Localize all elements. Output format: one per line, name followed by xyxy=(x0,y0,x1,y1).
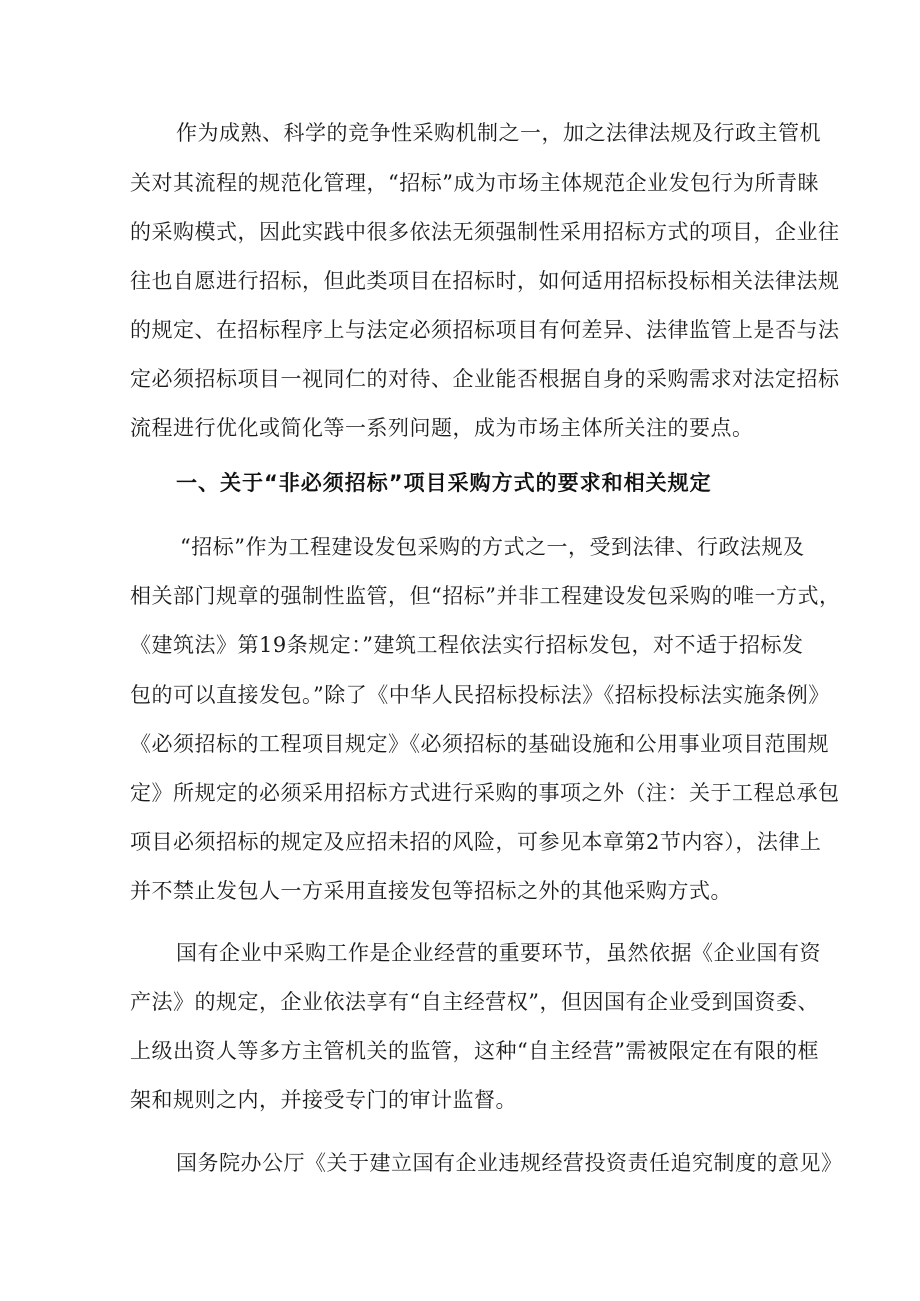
paragraph-2-line-7: 项目必须招标的规定及应招未招的风险，可参见本章第2节内容），法律上 xyxy=(130,830,822,854)
paragraph-2-line-4: 包的可以直接发包。”除了《中华人民招标投标法》《招标投标法实施条例》 xyxy=(130,683,830,707)
section-heading: 一、关于“非必须招标”项目采购方式的要求和相关规定 xyxy=(176,471,712,495)
paragraph-2-line-6: 定》所规定的必须采用招标方式进行采购的事项之外（注：关于工程总承包 xyxy=(130,781,840,805)
paragraph-2-line-2: 相关部门规章的强制性监管，但“招标”并非工程建设发包采购的唯一方式， xyxy=(130,584,841,608)
paragraph-1-line-1: 作为成熟、科学的竞争性采购机制之一，加之法律法规及行政主管机 xyxy=(176,121,821,145)
paragraph-3-line-4: 架和规则之内，并接受专门的审计监督。 xyxy=(130,1088,517,1112)
paragraph-1-line-4: 往也自愿进行招标，但此类项目在招标时，如何适用招标投标相关法律法规 xyxy=(130,269,840,293)
paragraph-2-line-1: “招标”作为工程建设发包采购的方式之一，受到法律、行政法规及 xyxy=(180,535,805,559)
paragraph-4-line-1: 国务院办公厅《关于建立国有企业违规经营投资责任追究制度的意见》 xyxy=(176,1151,843,1175)
paragraph-2-line-5: 《必须招标的工程项目规定》《必须招标的基础设施和公用事业项目范围规 xyxy=(130,732,829,756)
paragraph-1-line-2: 关对其流程的规范化管理，“招标”成为市场主体规范企业发包行为所青睐 xyxy=(130,171,819,195)
paragraph-1-line-6: 定必须招标项目一视同仁的对待、企业能否根据自身的采购需求对法定招标 xyxy=(130,367,840,391)
paragraph-2-line-8: 并不禁止发包人一方采用直接发包等招标之外的其他采购方式。 xyxy=(130,879,732,903)
paragraph-3-line-2: 产法》的规定，企业依法享有“自主经营权”，但因国有企业受到国资委、 xyxy=(130,990,819,1014)
paragraph-3-line-1: 国有企业中采购工作是企业经营的重要环节，虽然依据《企业国有资 xyxy=(176,941,821,965)
paragraph-1-line-5: 的规定、在招标程序上与法定必须招标项目有何差异、法律监管上是否与法 xyxy=(130,318,840,342)
paragraph-3-line-3: 上级出资人等多方主管机关的监管，这种“自主经营”需被限定在有限的框 xyxy=(130,1039,819,1063)
paragraph-1-line-7: 流程进行优化或简化等一系列问题，成为市场主体所关注的要点。 xyxy=(130,416,754,440)
paragraph-2-line-3: 《建筑法》第19条规定：”建筑工程依法实行招标发包，对不适于招标发 xyxy=(130,633,804,657)
paragraph-1-line-3: 的采购模式，因此实践中很多依法无须强制性采用招标方式的项目，企业往 xyxy=(130,220,840,244)
